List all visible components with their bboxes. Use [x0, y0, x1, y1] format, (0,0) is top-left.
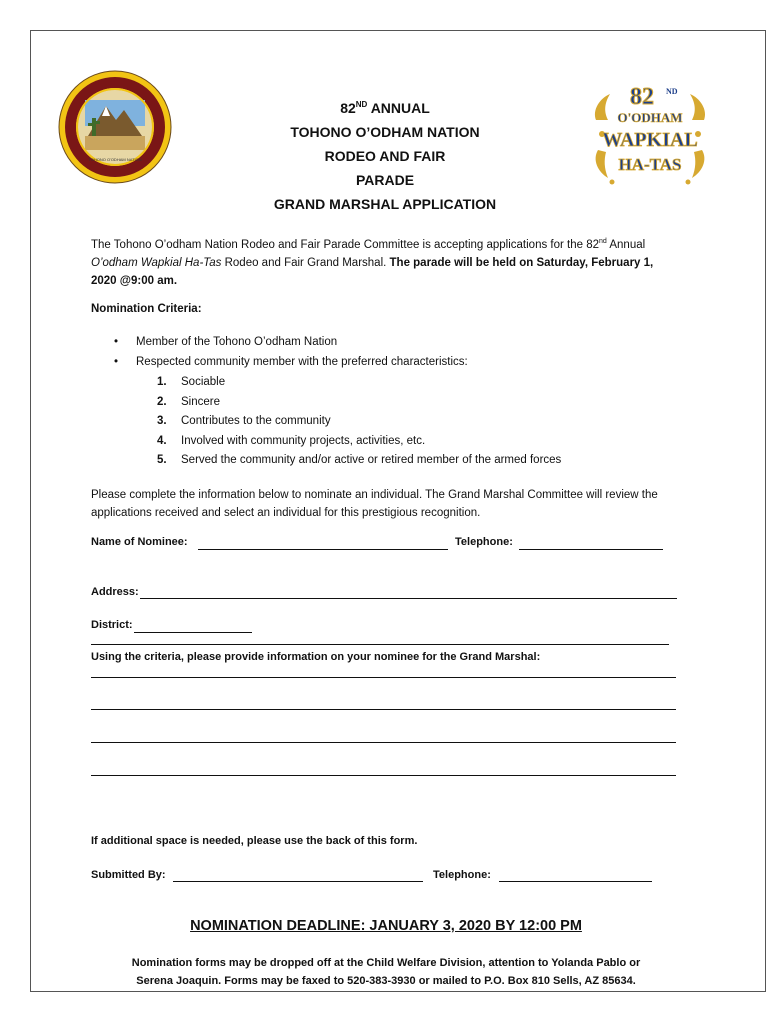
- logo-word-oodham: O'ODHAM: [617, 110, 683, 125]
- criteria-bullet-list: [114, 333, 468, 372]
- oodham-wapkial-ha-tas-logo-icon: [590, 80, 710, 188]
- submission-instructions: [91, 954, 681, 990]
- logo-number: 82: [630, 84, 654, 110]
- document-title: [200, 96, 570, 216]
- title-line-annual: 82ND ANNUAL: [340, 100, 430, 116]
- seal-text: TOHONO O'ODHAM NATION: [88, 157, 142, 162]
- additional-space-note: If additional space is needed, please use the back of this form.: [91, 835, 418, 847]
- nominee-info-line-1[interactable]: [91, 677, 676, 678]
- nominee-name-field[interactable]: [198, 549, 448, 550]
- instructions-paragraph: Please complete the information below to nominate an individual. The Grand Marshal Committee will review the applications received and select an individual for this prestigious recognition.: [91, 489, 658, 519]
- district-extra-line[interactable]: [91, 644, 669, 645]
- logo-word-hatas: HA-TAS: [618, 155, 682, 174]
- title-line-application: GRAND MARSHAL APPLICATION: [273, 196, 497, 212]
- nomination-deadline: NOMINATION DEADLINE: JANUARY 3, 2020 BY 12:00 PM: [190, 918, 582, 934]
- address-field[interactable]: [140, 598, 677, 599]
- district-field[interactable]: [134, 632, 252, 633]
- logo-suffix: ND: [666, 87, 678, 96]
- submitter-telephone-field[interactable]: [499, 881, 652, 882]
- criteria-prompt: Using the criteria, please provide information on your nominee for the Grand Marshal:: [91, 651, 541, 663]
- nominee-info-line-3[interactable]: [91, 742, 676, 743]
- tohono-oodham-seal-icon: [58, 70, 172, 184]
- list-item: • Member of the Tohono O’odham Nation: [114, 336, 338, 348]
- title-line-parade: PARADE: [355, 172, 415, 188]
- title-line-nation: TOHONO O’ODHAM NATION: [290, 124, 480, 140]
- district-label: District:: [91, 619, 133, 631]
- characteristics-list: [157, 373, 561, 471]
- telephone-field[interactable]: [519, 549, 663, 550]
- logo-word-wapkial: WAPKIAL: [602, 129, 698, 151]
- criteria-heading: Nomination Criteria:: [91, 303, 202, 315]
- nominee-info-line-4[interactable]: [91, 775, 676, 776]
- list-item: 5. Served the community and/or active or retired member of the armed forces: [157, 454, 562, 466]
- list-item: 1. Sociable: [157, 376, 226, 388]
- footer-line-2: Serena Joaquin. Forms may be faxed to 520-383-3930 or mailed to P.O. Box 810 Sells, AZ 85634.: [136, 975, 636, 987]
- title-line-rodeo: RODEO AND FAIR: [324, 148, 446, 164]
- submitted-by-field[interactable]: [173, 881, 423, 882]
- list-item: 2. Sincere: [157, 395, 220, 408]
- list-item: 4. Involved with community projects, activities, etc.: [157, 434, 426, 447]
- nominee-info-line-2[interactable]: [91, 709, 676, 710]
- telephone-label: Telephone:: [455, 536, 513, 548]
- footer-line-1: Nomination forms may be dropped off at the Child Welfare Division, attention to Yolanda Pablo or: [131, 957, 641, 969]
- list-item: 3. Contributes to the community: [157, 415, 331, 427]
- list-item: • Respected community member with the preferred characteristics:: [114, 355, 468, 368]
- nominee-label: Name of Nominee:: [91, 536, 188, 548]
- intro-paragraph: The Tohono O’odham Nation Rodeo and Fair Parade Committee is accepting applications for the 82nd Annual O’odham Wapkial Ha-Tas Rodeo and Fair Grand Marshal. The parade will be held on Saturday, February 1, 2020 @9:00 am.: [91, 238, 654, 287]
- submitted-by-label: Submitted By:: [91, 869, 166, 881]
- submitter-telephone-label: Telephone:: [433, 869, 491, 881]
- address-label: Address:: [91, 586, 139, 598]
